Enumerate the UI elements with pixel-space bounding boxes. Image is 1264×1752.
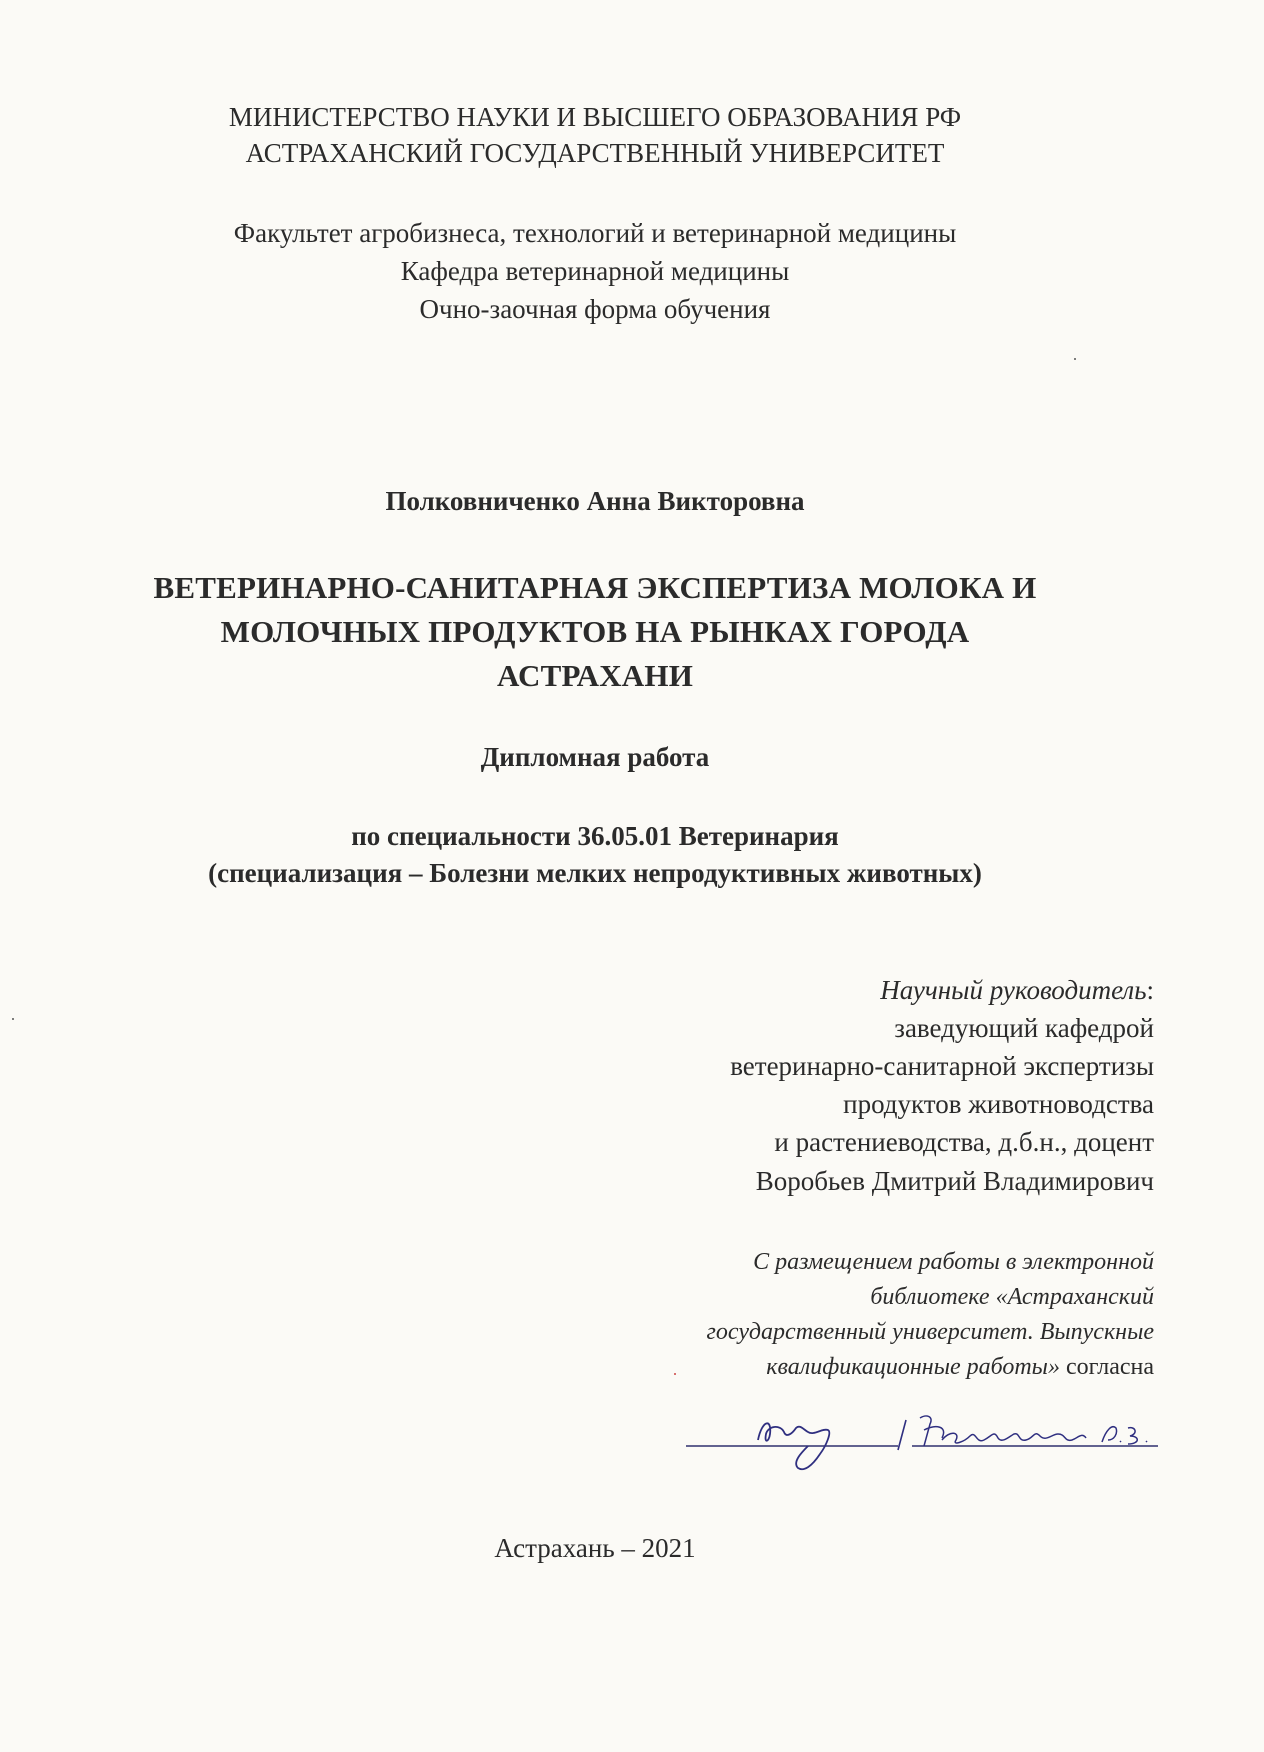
supervisor-line-2: ветеринарно-санитарной экспертизы xyxy=(730,1051,1154,1081)
supervisor-name: Воробьев Дмитрий Владимирович xyxy=(755,1166,1154,1196)
city-year: Астрахань – 2021 xyxy=(494,1533,696,1563)
signature-block xyxy=(680,1410,1180,1480)
consent-line-3: государственный университет. Выпускные xyxy=(706,1319,1154,1345)
scan-speck xyxy=(1074,358,1076,360)
specialty-line-1: по специальности 36.05.01 Ветеринария xyxy=(351,821,839,851)
ministry-heading: МИНИСТЕРСТВО НАУКИ И ВЫСШЕГО ОБРАЗОВАНИЯ РФ xyxy=(228,102,962,132)
work-type: Дипломная работа xyxy=(480,742,710,772)
department-line: Кафедра ветеринарной медицины xyxy=(400,256,790,286)
author-name: Полковниченко Анна Викторовна xyxy=(385,486,805,516)
scan-speck xyxy=(674,1373,676,1375)
consent-line-4 xyxy=(766,1354,1154,1381)
supervisor-label xyxy=(880,975,1154,1006)
specialty-line-2: (специализация – Болезни мелких непродуктивных животных) xyxy=(208,858,982,888)
consent-line-1: С размещением работы в электронной xyxy=(753,1249,1154,1275)
thesis-title-line-2: МОЛОЧНЫХ ПРОДУКТОВ НА РЫНКАХ ГОРОДА xyxy=(220,614,970,649)
thesis-title-line-3: АСТРАХАНИ xyxy=(496,658,694,693)
supervisor-line-3: продуктов животноводства xyxy=(843,1089,1154,1119)
consent-line-4-italic: квалификационные работы» xyxy=(766,1354,1060,1380)
consent-line-4-normal: согласна xyxy=(1059,1354,1154,1380)
faculty-line: Факультет агробизнеса, технологий и ветеринарной медицины xyxy=(233,218,957,248)
supervisor-label-colon: : xyxy=(1146,975,1154,1005)
study-form-line: Очно-заочная форма обучения xyxy=(419,294,771,324)
supervisor-label-text: Научный руководитель xyxy=(880,975,1147,1005)
handwritten-signature-graphic xyxy=(680,1410,1180,1480)
thesis-title-line-1: ВЕТЕРИНАРНО-САНИТАРНАЯ ЭКСПЕРТИЗА МОЛОКА И xyxy=(153,570,1037,605)
university-heading: АСТРАХАНСКИЙ ГОСУДАРСТВЕННЫЙ УНИВЕРСИТЕТ xyxy=(245,138,945,168)
consent-line-2: библиотеке «Астраханский xyxy=(870,1284,1154,1310)
supervisor-line-1: заведующий кафедрой xyxy=(894,1013,1154,1043)
scan-speck xyxy=(12,1018,14,1020)
supervisor-line-4: и растениеводства, д.б.н., доцент xyxy=(774,1127,1154,1157)
